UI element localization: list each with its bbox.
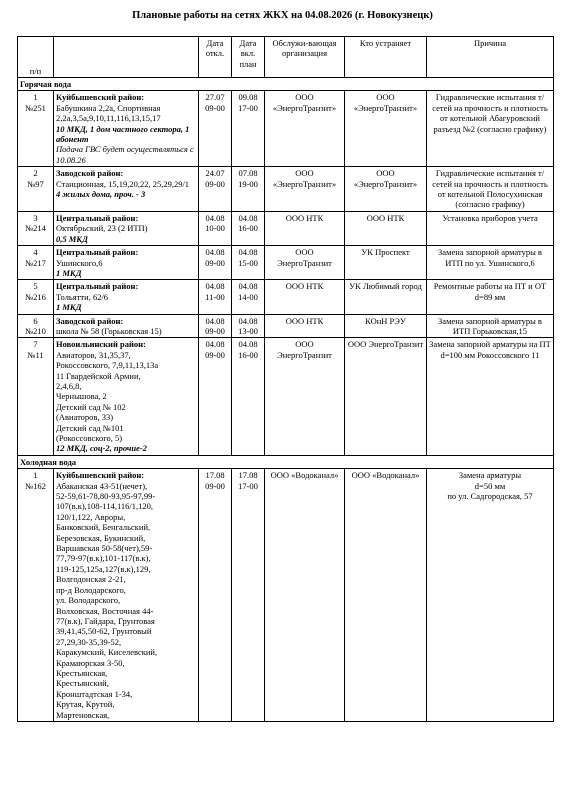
off-date-cell bbox=[199, 314, 232, 338]
off-time: 09-00 bbox=[205, 325, 225, 336]
address-cell bbox=[54, 338, 199, 455]
row-index: 2 bbox=[33, 168, 38, 179]
service-org-cell: ООО «Водоканал» bbox=[265, 469, 345, 722]
address-cell bbox=[54, 469, 199, 722]
off-time: 10-00 bbox=[205, 223, 225, 234]
table-row bbox=[18, 314, 554, 338]
row-id: №162 bbox=[25, 480, 46, 491]
row-number-cell bbox=[18, 314, 54, 338]
address-line: 27,29,30-35,39-52, bbox=[56, 636, 122, 647]
on-date: 04.08 bbox=[238, 212, 258, 223]
on-date: 04.08 bbox=[238, 247, 258, 258]
fixer-cell: УК Любимый город bbox=[345, 280, 427, 314]
reason-cell: Гидравлические испытания т/сетей на прочность и плотность от котельной Полосухинская (согласно графику) bbox=[427, 167, 554, 212]
on-date-cell bbox=[232, 211, 265, 245]
reason-cell: Замена запорной арматуры на ПТ d=100 мм Рокоссовского 11 bbox=[427, 338, 554, 455]
fixer-cell: ООО ЭнергоТранзит bbox=[345, 338, 427, 455]
off-date: 27.07 bbox=[205, 92, 225, 103]
address-line: Чернышова, 2 bbox=[56, 391, 107, 402]
row-number-cell bbox=[18, 167, 54, 212]
row-id: №210 bbox=[25, 325, 46, 336]
fixer-cell: УК Проспект bbox=[345, 246, 427, 280]
on-date: 04.08 bbox=[238, 339, 258, 350]
reason-cell: Замена запорной арматуры в ИТП по ул. Ушинского,6 bbox=[427, 246, 554, 280]
reason-cell: Ремонтные работы на ПТ и ОТ d=89 мм bbox=[427, 280, 554, 314]
address-line: Волгодонская 2-21, bbox=[56, 574, 126, 585]
district-name: Новоильинский район: bbox=[56, 339, 146, 350]
affected-summary: 10 МКД, 1 дом частного сектора, 1 абонент bbox=[56, 123, 190, 145]
off-date-cell bbox=[199, 91, 232, 167]
on-date-cell bbox=[232, 314, 265, 338]
affected-summary: 1 МКД bbox=[56, 302, 82, 313]
address-line: 39,41,45,50-62, Грунтовый bbox=[56, 626, 152, 637]
header-fixer: Кто устраняет bbox=[345, 37, 427, 78]
row-index: 4 bbox=[33, 247, 38, 258]
on-time: 16-00 bbox=[238, 223, 258, 234]
on-date-cell bbox=[232, 469, 265, 722]
service-org-cell: ООО НТК bbox=[265, 314, 345, 338]
row-number-cell bbox=[18, 211, 54, 245]
fixer-cell: ООО «ЭнергоТранзит» bbox=[345, 91, 427, 167]
row-id: №97 bbox=[27, 178, 44, 189]
row-index: 6 bbox=[33, 315, 38, 326]
reason-line: по ул. Садгородская, 57 bbox=[447, 491, 533, 502]
address-cell bbox=[54, 91, 199, 167]
on-date-cell bbox=[232, 338, 265, 455]
on-date-cell bbox=[232, 280, 265, 314]
off-date: 04.08 bbox=[205, 339, 225, 350]
off-time: 09-00 bbox=[205, 349, 225, 360]
fixer-cell: ООО «ЭнергоТранзит» bbox=[345, 167, 427, 212]
header-num: п/п bbox=[18, 37, 54, 78]
row-id: №214 bbox=[25, 223, 46, 234]
off-date: 04.08 bbox=[205, 315, 225, 326]
reason-line: Замена арматуры bbox=[458, 470, 522, 481]
off-date: 17.08 bbox=[205, 470, 225, 481]
on-date: 17.08 bbox=[238, 470, 258, 481]
address-text: Станционная, 15,19,20,22, 25,29,29/1 bbox=[56, 178, 190, 189]
on-time: 13-00 bbox=[238, 325, 258, 336]
off-date-cell bbox=[199, 211, 232, 245]
address-line: 120/1,122, Авроры, bbox=[56, 511, 126, 522]
on-time: 19-00 bbox=[238, 178, 258, 189]
fixer-cell: КОнН РЭУ bbox=[345, 314, 427, 338]
address-text: Ушинского,6 bbox=[56, 257, 103, 268]
address-cell bbox=[54, 211, 199, 245]
on-date-cell bbox=[232, 91, 265, 167]
district-name: Заводской район: bbox=[56, 315, 124, 326]
on-date-cell bbox=[232, 246, 265, 280]
header-on-date: Дата вкл. план bbox=[232, 37, 265, 78]
on-time: 16-00 bbox=[238, 349, 258, 360]
reason-cell: Установка приборов учета bbox=[427, 211, 554, 245]
off-date: 04.08 bbox=[205, 281, 225, 292]
address-line: Крестьянский, bbox=[56, 678, 109, 689]
address-line: Кронштадтская 1-34, bbox=[56, 688, 133, 699]
off-date: 04.08 bbox=[205, 212, 225, 223]
address-line: Рокоссовского, 7,9,11,13,13а bbox=[56, 360, 159, 371]
off-time: 11-00 bbox=[205, 291, 225, 302]
row-number-cell bbox=[18, 280, 54, 314]
address-text: Тольятти, 62/6 bbox=[56, 291, 109, 302]
service-org-cell: ООО «ЭнергоТранзит» bbox=[265, 167, 345, 212]
row-index: 5 bbox=[33, 281, 38, 292]
affected-summary: 4 жилых дома, проч. - 3 bbox=[56, 189, 146, 200]
address-line: Мартеновская, bbox=[56, 709, 110, 720]
service-org-cell: ООО «ЭнергоТранзит» bbox=[265, 91, 345, 167]
address-line: 77,79-97(в.к),101-117(в.к), bbox=[56, 553, 151, 564]
table-header bbox=[18, 37, 554, 78]
reason-cell: Гидравлические испытания т/сетей на прочность и плотность от котельной Абагуровский разъезд №2 (согласно графику) bbox=[427, 91, 554, 167]
address-cell bbox=[54, 246, 199, 280]
on-time: 17-00 bbox=[238, 102, 258, 113]
address-line: (Авиаторов, 33) bbox=[56, 412, 114, 423]
row-id: №251 bbox=[25, 102, 46, 113]
district-name: Заводской район: bbox=[56, 168, 124, 179]
table-row bbox=[18, 280, 554, 314]
reason-line: d=50 мм bbox=[474, 480, 506, 491]
address-line: Детский сад №101 bbox=[56, 422, 124, 433]
service-org-cell: ООО ЭнергоТранзит bbox=[265, 338, 345, 455]
row-index: 7 bbox=[33, 339, 38, 350]
address-cell bbox=[54, 167, 199, 212]
row-index: 3 bbox=[33, 212, 38, 223]
address-line: ул. Володарского, bbox=[56, 595, 121, 606]
works-table bbox=[17, 36, 554, 722]
address-line: 11 Гвардейской Армии, bbox=[56, 370, 141, 381]
address-line: 52-59,61-78,80-93,95-97,99- bbox=[56, 491, 156, 502]
row-number-cell bbox=[18, 469, 54, 722]
fixer-cell: ООО НТК bbox=[345, 211, 427, 245]
address-line: Крестьянская, bbox=[56, 667, 108, 678]
service-org-cell: ООО НТК bbox=[265, 211, 345, 245]
address-cell bbox=[54, 280, 199, 314]
section-label: Горячая вода bbox=[18, 78, 554, 91]
address-line: Волховская, Восточная 44- bbox=[56, 605, 154, 616]
address-text: школа № 58 (Горьковская 15) bbox=[56, 325, 162, 336]
on-date-cell bbox=[232, 167, 265, 212]
address-line: Банковский, Бенгальский, bbox=[56, 522, 151, 533]
row-index: 1 bbox=[33, 470, 38, 481]
address-line: Крамаюрская 3-50, bbox=[56, 657, 125, 668]
address-text: Бабушкина 2,2а, Спортивная 2,2а,3,5а,9,10,11,116,13,15,17 bbox=[56, 102, 161, 124]
off-time: 09-00 bbox=[205, 102, 225, 113]
on-date: 09.08 bbox=[238, 92, 258, 103]
row-number-cell bbox=[18, 338, 54, 455]
off-date-cell bbox=[199, 338, 232, 455]
district-name: Центральный район: bbox=[56, 212, 139, 223]
address-line: Детский сад № 102 bbox=[56, 401, 126, 412]
district-name: Центральный район: bbox=[56, 281, 139, 292]
off-date: 24.07 bbox=[205, 168, 225, 179]
hot-water-rows bbox=[18, 91, 554, 455]
supply-note: Подача ГВС будет осуществляться с 10.08.26 bbox=[56, 144, 194, 165]
header-address bbox=[54, 37, 199, 78]
on-date: 07.08 bbox=[238, 168, 258, 179]
table-row bbox=[18, 246, 554, 280]
district-name: Куйбышевский район: bbox=[56, 92, 145, 103]
table-row bbox=[18, 211, 554, 245]
affected-summary: 1 МКД bbox=[56, 267, 82, 278]
address-line: 119-125,125а,127(в.к),129, bbox=[56, 563, 151, 574]
off-time: 09-00 bbox=[205, 257, 225, 268]
row-id: №216 bbox=[25, 291, 46, 302]
on-time: 15-00 bbox=[238, 257, 258, 268]
reason-cell: Замена запорной арматуры в ИТП Горьковская,15 bbox=[427, 314, 554, 338]
affected-summary: 0,5 МКД bbox=[56, 233, 88, 244]
district-name: Куйбышевский район: bbox=[56, 470, 145, 481]
fixer-cell: ООО «Водоканал» bbox=[345, 469, 427, 722]
off-date: 04.08 bbox=[205, 247, 225, 258]
table-row bbox=[18, 469, 554, 722]
address-line: пр-д Володарского, bbox=[56, 584, 126, 595]
table-row bbox=[18, 167, 554, 212]
affected-summary: 12 МКД, соц-2, прочие-2 bbox=[56, 443, 147, 454]
address-line: Авиаторов, 31,35,37, bbox=[56, 349, 131, 360]
off-date-cell bbox=[199, 246, 232, 280]
service-org-cell: ООО НТК bbox=[265, 280, 345, 314]
address-cell bbox=[54, 314, 199, 338]
row-number-cell bbox=[18, 246, 54, 280]
reason-cell bbox=[427, 469, 554, 722]
header-off-date: Дата откл. bbox=[199, 37, 232, 78]
address-line: Абаканская 43-51(нечет), bbox=[56, 480, 148, 491]
address-line: 107(в.к),108-114,116/1,120, bbox=[56, 501, 153, 512]
off-date-cell bbox=[199, 167, 232, 212]
on-date: 04.08 bbox=[238, 281, 258, 292]
on-date: 04.08 bbox=[238, 315, 258, 326]
section-cold-water bbox=[18, 455, 554, 468]
off-date-cell bbox=[199, 469, 232, 722]
table-row bbox=[18, 338, 554, 455]
row-id: №11 bbox=[27, 349, 44, 360]
table-row bbox=[18, 91, 554, 167]
address-line: Крутая, Крутой, bbox=[56, 699, 115, 710]
page-title: Плановые работы на сетях ЖКХ на 04.08.2026 (г. Новокузнецк) bbox=[132, 10, 433, 21]
row-index: 1 bbox=[33, 92, 38, 103]
address-line: Каракумский, Киселевский, bbox=[56, 647, 158, 658]
off-time: 09-00 bbox=[205, 178, 225, 189]
off-time: 09-00 bbox=[205, 480, 225, 491]
header-org: Обслужи-вающая организация bbox=[265, 37, 345, 78]
address-line: 2,4,6,8, bbox=[56, 380, 82, 391]
cold-water-rows bbox=[18, 469, 554, 722]
header-reason: Причина bbox=[427, 37, 554, 78]
on-time: 14-00 bbox=[238, 291, 258, 302]
district-name: Центральный район: bbox=[56, 247, 139, 258]
address-line: Варшавская 50-58(чет),59- bbox=[56, 543, 153, 554]
on-time: 17-00 bbox=[238, 480, 258, 491]
row-id: №217 bbox=[25, 257, 46, 268]
address-line: 77(в.к), Гайдара, Грунтовая bbox=[56, 615, 155, 626]
row-number-cell bbox=[18, 91, 54, 167]
address-text: Октябрьский, 23 (2 ИТП) bbox=[56, 223, 148, 234]
section-hot-water bbox=[18, 78, 554, 91]
address-line: (Рокоссовского, 5) bbox=[56, 433, 123, 443]
section-label: Холодная вода bbox=[18, 455, 554, 468]
off-date-cell bbox=[199, 280, 232, 314]
service-org-cell: ООО ЭнергоТранзит bbox=[265, 246, 345, 280]
address-line: Березовская, Букинский, bbox=[56, 532, 146, 543]
